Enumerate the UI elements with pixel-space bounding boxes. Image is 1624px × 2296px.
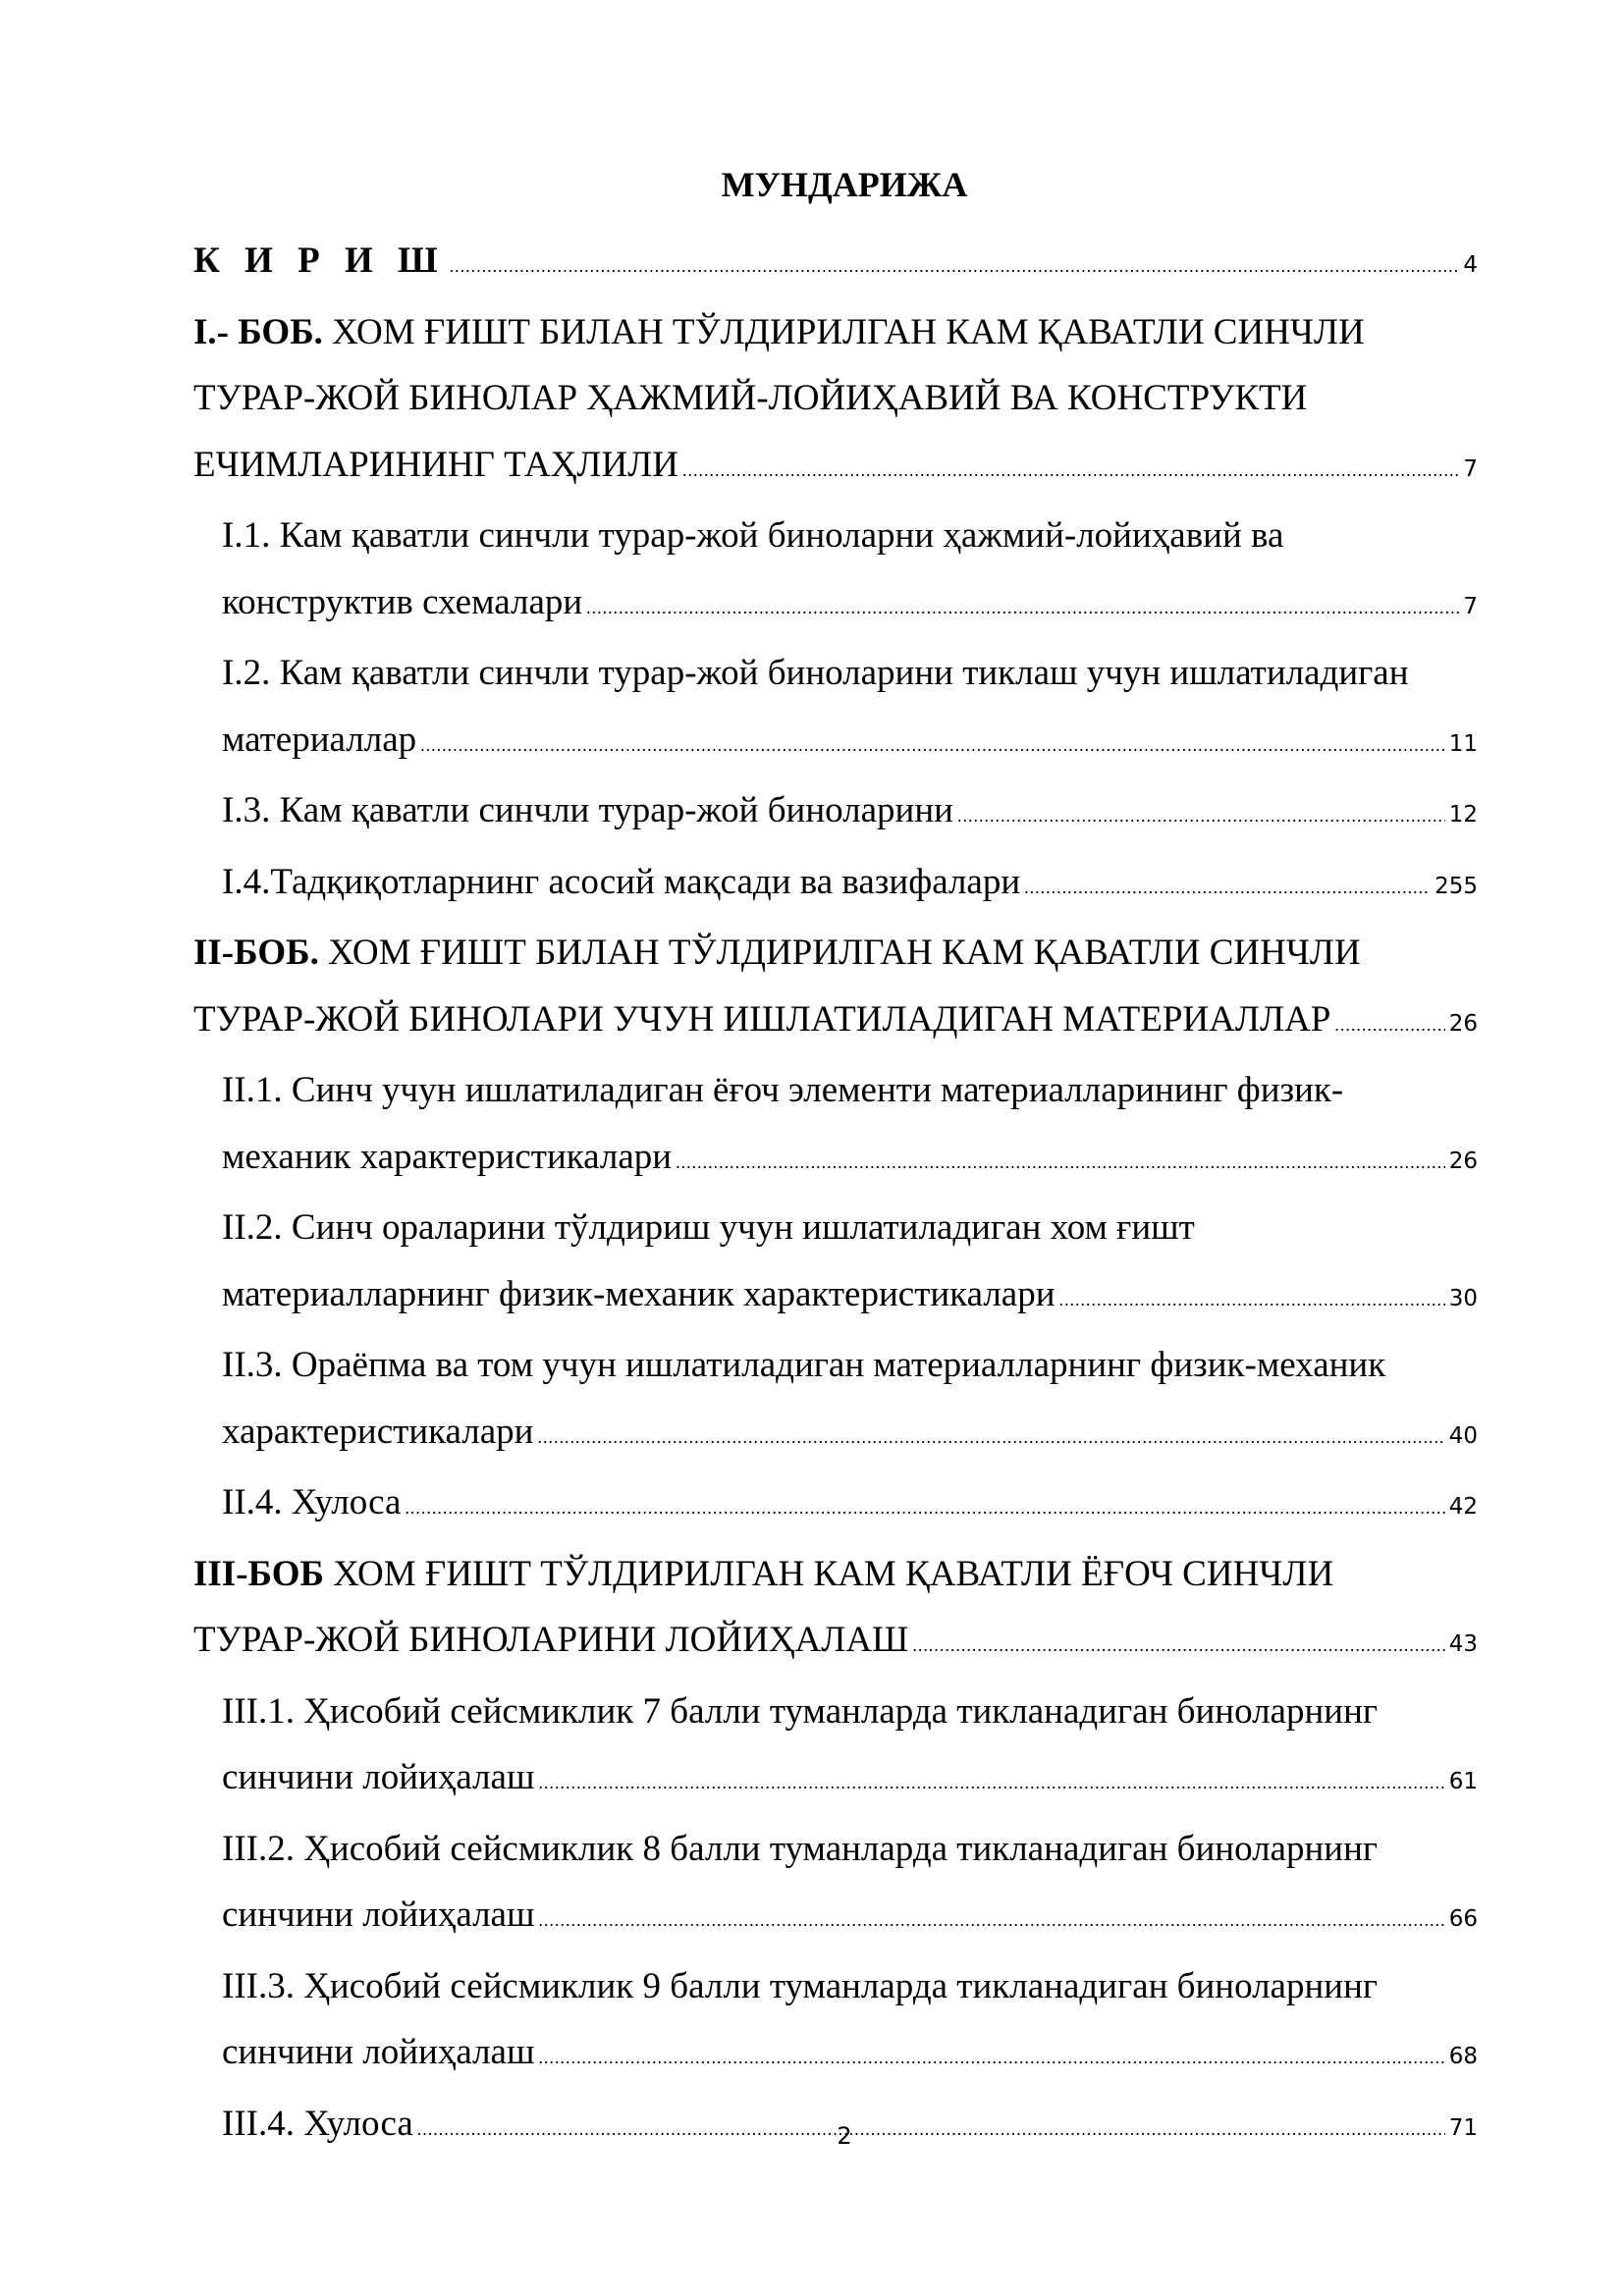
section-title-line: синчини лойиҳалаш <box>222 2032 535 2072</box>
chapter-title-line: ЕЧИМЛАРИНИНГ ТАҲЛИЛИ <box>193 444 679 485</box>
toc-entry-section-1-2[interactable] <box>193 640 1478 777</box>
section-title-line: конструктив схемалари <box>222 581 583 622</box>
toc-page-number: 255 <box>1435 873 1478 899</box>
dot-leader <box>1059 1290 1445 1309</box>
chapter-title-line: ТУРАР-ЖОЙ БИНОЛАРИНИ ЛОЙИҲАЛАШ <box>193 1620 909 1660</box>
chapter-prefix: III-БОБ <box>193 1553 324 1594</box>
section-title-line: III.3. Ҳисобий сейсмиклик 9 балли туманларда тикланадиган биноларнинг <box>222 1965 1379 2006</box>
section-title-line: II.4. Хулоса <box>222 1482 402 1522</box>
toc-page-number: 61 <box>1448 1769 1478 1794</box>
toc-page-number: 4 <box>1463 252 1478 278</box>
chapter-title-line: ХОМ ҒИШТ БИЛАН ТЎЛДИРИЛГАН КАМ ҚАВАТЛИ СИНЧЛИ <box>332 311 1365 352</box>
dot-leader <box>676 1152 1445 1172</box>
toc-entry-section-3-2[interactable] <box>193 1816 1478 1953</box>
section-title-line: I.4.Тадқиқотларнинг асосий мақсади ва вазифалари <box>222 861 1021 902</box>
toc-page-number: 43 <box>1448 1631 1478 1657</box>
toc-entry-chapter-3[interactable] <box>193 1541 1478 1679</box>
toc-entry-section-2-2[interactable] <box>193 1195 1478 1332</box>
toc-entry-section-3-1[interactable] <box>193 1679 1478 1816</box>
chapter-title-line: ТУРАР-ЖОЙ БИНОЛАРИ УЧУН ИШЛАТИЛАДИГАН МАТЕРИАЛЛАР <box>193 998 1331 1040</box>
toc-entry-section-2-1[interactable] <box>193 1057 1478 1195</box>
chapter-title-line: ТУРАР-ЖОЙ БИНОЛАР ҲАЖМИЙ-ЛОЙИҲАВИЙ ВА КОНСТРУКТИ <box>193 378 1308 418</box>
section-title-line: II.2. Синч ораларини тўлдириш учун ишлатиладиган хом ғишт <box>222 1207 1195 1248</box>
chapter-title-line: ХОМ ҒИШТ БИЛАН ТЎЛДИРИЛГАН КАМ ҚАВАТЛИ СИНЧЛИ <box>328 933 1361 973</box>
dot-leader <box>682 460 1459 480</box>
toc-entry-chapter-1[interactable] <box>193 299 1478 504</box>
page-title: МУНДАРИЖА <box>721 165 968 204</box>
toc-entry-section-2-4[interactable] <box>193 1469 1478 1541</box>
dot-leader <box>537 1427 1444 1447</box>
dot-leader <box>1024 878 1431 897</box>
section-title-line: I.2. Кам қаватли синчли турар-жой биноларини тиклаш учун ишлатиладиган <box>222 653 1409 693</box>
section-title-line: синчини лойиҳалаш <box>222 1757 535 1797</box>
toc-page-number: 71 <box>1448 2114 1478 2141</box>
toc-entry-section-1-3[interactable] <box>193 777 1478 849</box>
section-title-line: I.3. Кам қаватли синчли турар-жой биноларини <box>222 790 953 830</box>
toc-page-number: 11 <box>1448 730 1478 757</box>
toc-page-number: 26 <box>1448 1148 1478 1174</box>
section-title-line: II.3. Ораёпма ва том учун ишлатиладиган материалларнинг физик-механик <box>222 1345 1386 1385</box>
dot-leader <box>420 735 1445 755</box>
toc-page-number: 12 <box>1448 802 1478 828</box>
section-title-line: синчини лойиҳалаш <box>222 1895 535 1935</box>
chapter-prefix: II-БОБ. <box>193 933 319 973</box>
toc-entry-section-3-3[interactable] <box>193 1953 1478 2091</box>
page-number: 2 <box>837 2122 852 2150</box>
dot-leader <box>1334 1015 1444 1035</box>
dot-leader <box>586 598 1459 617</box>
dot-leader <box>538 1773 1444 1792</box>
section-title-line: III.4. Хулоса <box>222 2103 413 2144</box>
toc-page-number: 66 <box>1448 1906 1478 1932</box>
toc-page-number: 7 <box>1463 593 1478 619</box>
section-title-line: III.2. Ҳисобий сейсмиклик 8 балли туманларда тикланадиган биноларнинг <box>222 1828 1379 1869</box>
section-title-line: механик характеристикалари <box>222 1136 673 1177</box>
section-title-line: II.1. Синч учун ишлатиладиган ёғоч элементи материалларининг физик- <box>222 1070 1344 1110</box>
dot-leader <box>405 1498 1444 1518</box>
toc-entry-section-2-3[interactable] <box>193 1332 1478 1469</box>
toc-page-number: 30 <box>1448 1285 1478 1311</box>
toc-page-number: 40 <box>1448 1422 1478 1449</box>
dot-leader <box>957 806 1445 826</box>
toc-page-number: 26 <box>1448 1010 1478 1037</box>
toc-entry-introduction[interactable] <box>193 228 1478 299</box>
section-title-line: I.1. Кам қаватли синчли турар-жой биноларни ҳажмий-лойиҳавий ва <box>222 515 1284 556</box>
toc-page-number: 42 <box>1448 1494 1478 1520</box>
chapter-title-line: ХОМ ҒИШТ ТЎЛДИРИЛГАН КАМ ҚАВАТЛИ ЁҒОЧ СИНЧЛИ <box>333 1553 1334 1594</box>
section-title-line: характеристикалари <box>222 1411 534 1452</box>
toc-page-number: 7 <box>1463 455 1478 482</box>
toc-entry-section-1-4[interactable] <box>193 849 1478 921</box>
section-title-line: материалларнинг физик-механик характеристикалари <box>222 1273 1056 1314</box>
toc-entry-chapter-2[interactable] <box>193 920 1478 1057</box>
section-title-line: материаллар <box>222 719 417 760</box>
toc-entry-section-1-1[interactable] <box>193 503 1478 640</box>
toc-page-number: 68 <box>1448 2044 1478 2069</box>
dot-leader <box>538 1910 1444 1930</box>
toc-entry-label: К И Р И Ш <box>193 240 446 281</box>
table-of-contents <box>193 228 1478 2162</box>
chapter-prefix: I.- БОБ. <box>193 311 323 352</box>
dot-leader <box>450 256 1460 276</box>
dot-leader <box>538 2048 1444 2067</box>
section-title-line: III.1. Ҳисобий сейсмиклик 7 балли туманларда тикланадиган биноларнинг <box>222 1690 1379 1732</box>
dot-leader <box>912 1635 1444 1655</box>
